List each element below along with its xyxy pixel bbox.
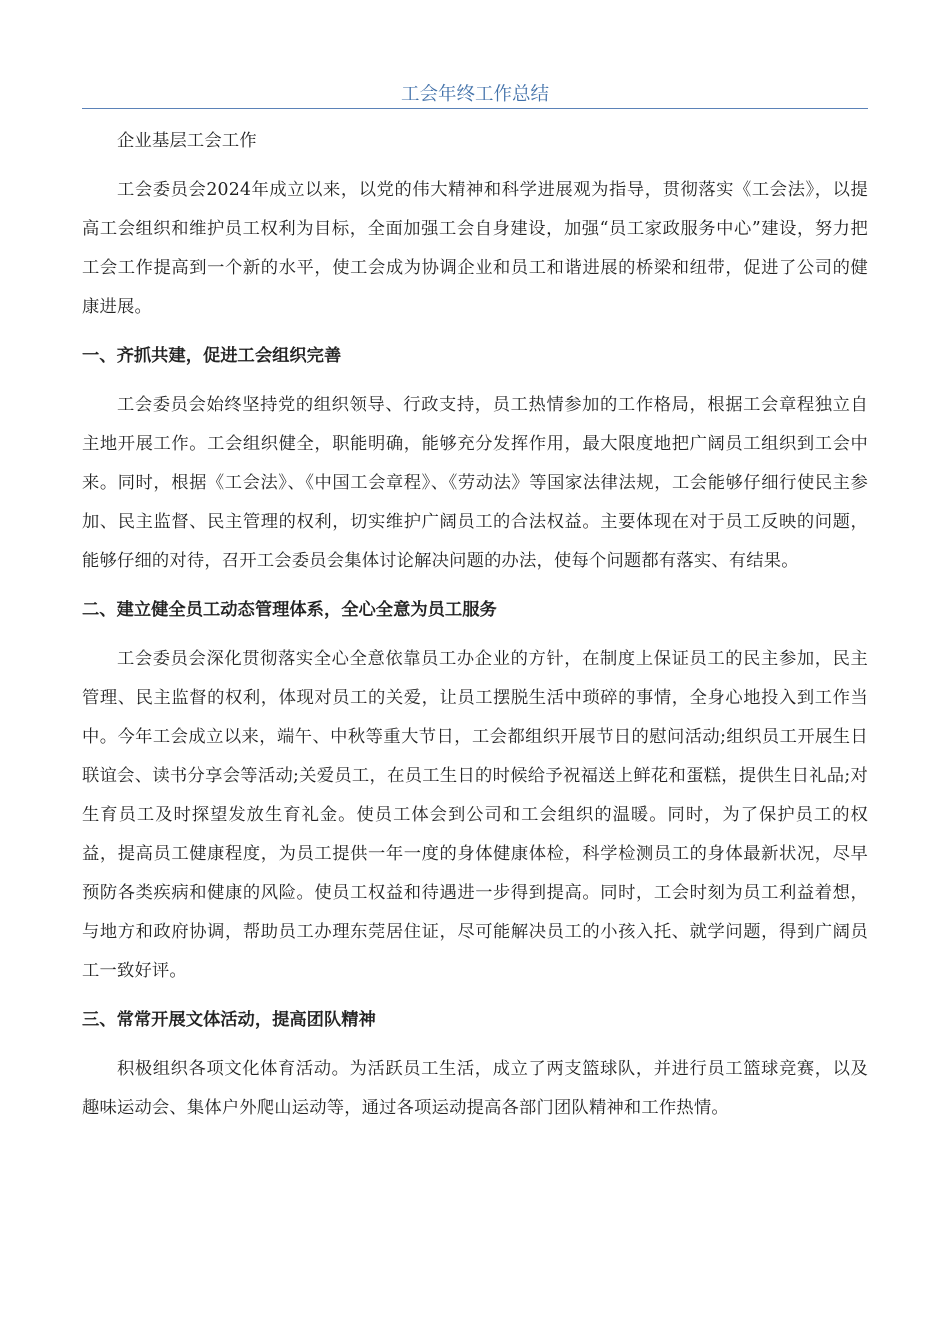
- page-header-title: 工会年终工作总结: [400, 84, 549, 105]
- document-body: [82, 122, 868, 1128]
- intro-subtitle: 企业基层工会工作: [117, 131, 257, 151]
- intro-paragraph: 工会委员会2024年成立以来，以党的伟大精神和科学进展观为指导，贯彻落实《工会法》，以提高工会组织和维护员工权利为目标，全面加强工会自身建设，加强“员工家政服务中心”建设，努力把工会工作提高到一个新的水平，使工会成为协调企业和员工和谐进展的桥梁和纽带，促进了公司的健康进展。: [82, 180, 868, 317]
- section-2-paragraph: 工会委员会深化贯彻落实全心全意依靠员工办企业的方针，在制度上保证员工的民主参加，民主管理、民主监督的权利，体现对员工的关爱，让员工摆脱生活中琐碎的事情，全身心地投入到工作当中。今年工会成立以来，端午、中秋等重大节日，工会都组织开展节日的慰问活动;组织员工开展生日联谊会、读书分享会等活动;关爱员工，在员工生日的时候给予祝福送上鲜花和蛋糕，提供生日礼品;对生育员工及时探望发放生育礼金。使员工体会到公司和工会组织的温暖。同时，为了保护员工的权益，提高员工健康程度，为员工提供一年一度的身体健康体检，科学检测员工的身体最新状况，尽早预防各类疾病和健康的风险。使员工权益和待遇进一步得到提高。同时，工会时刻为员工利益着想，与地方和政府协调，帮助员工办理东莞居住证，尽可能解决员工的小孩入托、就学问题，得到广阔员工一致好评。: [82, 649, 868, 981]
- section-2-heading: 二、建立健全员工动态管理体系，全心全意为员工服务: [82, 600, 497, 620]
- header-divider: [82, 108, 868, 109]
- section-1-heading: 一、齐抓共建，促进工会组织完善: [82, 346, 342, 366]
- section-3-heading: 三、常常开展文体活动，提高团队精神: [82, 1010, 376, 1030]
- section-3-paragraph: 积极组织各项文化体育活动。为活跃员工生活，成立了两支篮球队，并进行员工篮球竞赛，以及趣味运动会、集体户外爬山运动等，通过各项运动提高各部门团队精神和工作热情。: [82, 1059, 868, 1118]
- section-1-paragraph: 工会委员会始终坚持党的组织领导、行政支持，员工热情参加的工作格局，根据工会章程独立自主地开展工作。工会组织健全，职能明确，能够充分发挥作用，最大限度地把广阔员工组织到工会中来。同时，根据《工会法》、《中国工会章程》、《劳动法》等国家法律法规，工会能够仔细行使民主参加、民主监督、民主管理的权利，切实维护广阔员工的合法权益。主要体现在对于员工反映的问题，能够仔细的对待，召开工会委员会集体讨论解决问题的办法，使每个问题都有落实、有结果。: [82, 395, 868, 571]
